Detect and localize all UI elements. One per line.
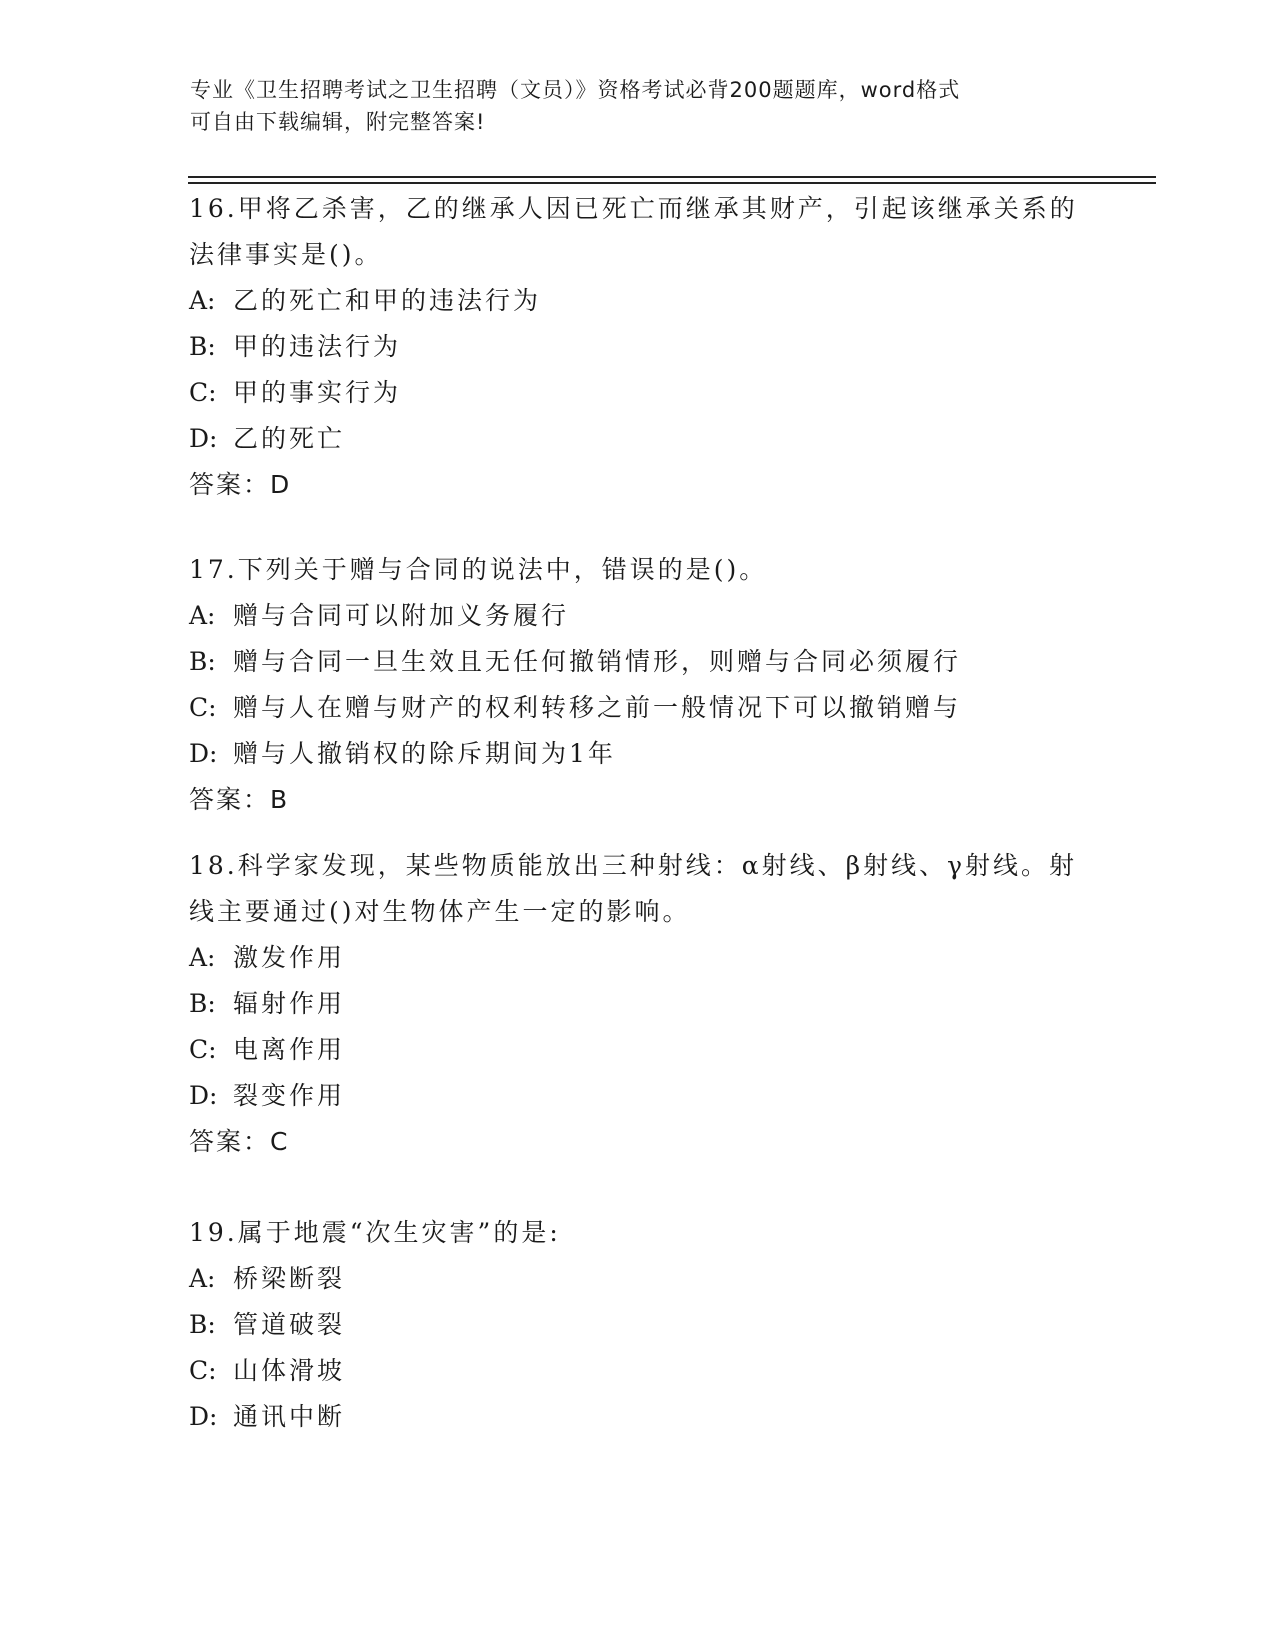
option-b bbox=[189, 981, 1089, 1027]
option-key: A: bbox=[189, 286, 216, 315]
question-stem: 19.属于地震“次生灾害”的是: bbox=[189, 1218, 561, 1247]
option-text: 管道破裂 bbox=[233, 1310, 346, 1339]
option-key: C: bbox=[189, 378, 217, 407]
question-stem: 17.下列关于赠与合同的说法中，错误的是()。 bbox=[189, 555, 768, 584]
option-a bbox=[189, 1256, 1089, 1302]
option-d bbox=[189, 731, 1089, 777]
option-text: 电离作用 bbox=[233, 1035, 346, 1064]
option-text: 激发作用 bbox=[233, 943, 346, 972]
answer-line: 答案：B bbox=[189, 785, 290, 814]
question-stem: 16.甲将乙杀害，乙的继承人因已死亡而继承其财产，引起该继承关系的法律事实是()。 bbox=[189, 194, 1078, 269]
option-key: C: bbox=[189, 1356, 217, 1385]
question-stem: 18.科学家发现，某些物质能放出三种射线：α射线、β射线、γ射线。射线主要通过()对生物体产生一定的影响。 bbox=[189, 851, 1078, 926]
question-18 bbox=[189, 843, 1089, 1165]
option-key: B: bbox=[189, 989, 216, 1018]
option-a bbox=[189, 278, 1089, 324]
option-text: 乙的死亡和甲的违法行为 bbox=[233, 286, 542, 315]
option-text: 乙的死亡 bbox=[233, 424, 346, 453]
option-key: A: bbox=[189, 601, 216, 630]
option-c bbox=[189, 370, 1089, 416]
option-key: D: bbox=[189, 424, 218, 453]
option-text: 赠与合同可以附加义务履行 bbox=[233, 601, 570, 630]
answer-line: 答案：C bbox=[189, 1127, 290, 1156]
option-a bbox=[189, 935, 1089, 981]
option-text: 裂变作用 bbox=[233, 1081, 346, 1110]
option-text: 山体滑坡 bbox=[233, 1356, 346, 1385]
option-text: 通讯中断 bbox=[233, 1402, 346, 1431]
option-d bbox=[189, 1394, 1089, 1440]
option-text: 赠与人撤销权的除斥期间为1年 bbox=[233, 739, 616, 768]
option-key: D: bbox=[189, 1081, 218, 1110]
option-b bbox=[189, 324, 1089, 370]
option-key: C: bbox=[189, 1035, 217, 1064]
option-key: B: bbox=[189, 647, 216, 676]
option-key: D: bbox=[189, 739, 218, 768]
answer-line: 答案：D bbox=[189, 470, 292, 499]
option-c bbox=[189, 1027, 1089, 1073]
option-c bbox=[189, 685, 1089, 731]
option-key: D: bbox=[189, 1402, 218, 1431]
option-text: 甲的事实行为 bbox=[233, 378, 402, 407]
option-key: A: bbox=[189, 943, 216, 972]
option-b bbox=[189, 639, 1089, 685]
option-d bbox=[189, 1073, 1089, 1119]
option-key: B: bbox=[189, 332, 216, 361]
option-key: A: bbox=[189, 1264, 216, 1293]
option-a bbox=[189, 593, 1089, 639]
option-key: B: bbox=[189, 1310, 216, 1339]
option-b bbox=[189, 1302, 1089, 1348]
question-16 bbox=[189, 186, 1089, 508]
option-key: C: bbox=[189, 693, 217, 722]
option-text: 赠与人在赠与财产的权利转移之前一般情况下可以撤销赠与 bbox=[233, 693, 962, 722]
question-17 bbox=[189, 547, 1089, 823]
option-text: 桥梁断裂 bbox=[233, 1264, 346, 1293]
header-divider-top bbox=[188, 176, 1156, 178]
document-header bbox=[190, 74, 1090, 138]
option-text: 甲的违法行为 bbox=[233, 332, 402, 361]
header-divider-bottom bbox=[188, 182, 1156, 184]
option-text: 辐射作用 bbox=[233, 989, 346, 1018]
header-line-1: 专业《卫生招聘考试之卫生招聘（文员）》资格考试必背200题题库，word格式 bbox=[190, 78, 961, 102]
option-d bbox=[189, 416, 1089, 462]
option-text: 赠与合同一旦生效且无任何撤销情形，则赠与合同必须履行 bbox=[233, 647, 962, 676]
option-c bbox=[189, 1348, 1089, 1394]
header-line-2: 可自由下载编辑，附完整答案! bbox=[190, 110, 486, 134]
question-19 bbox=[189, 1210, 1089, 1440]
